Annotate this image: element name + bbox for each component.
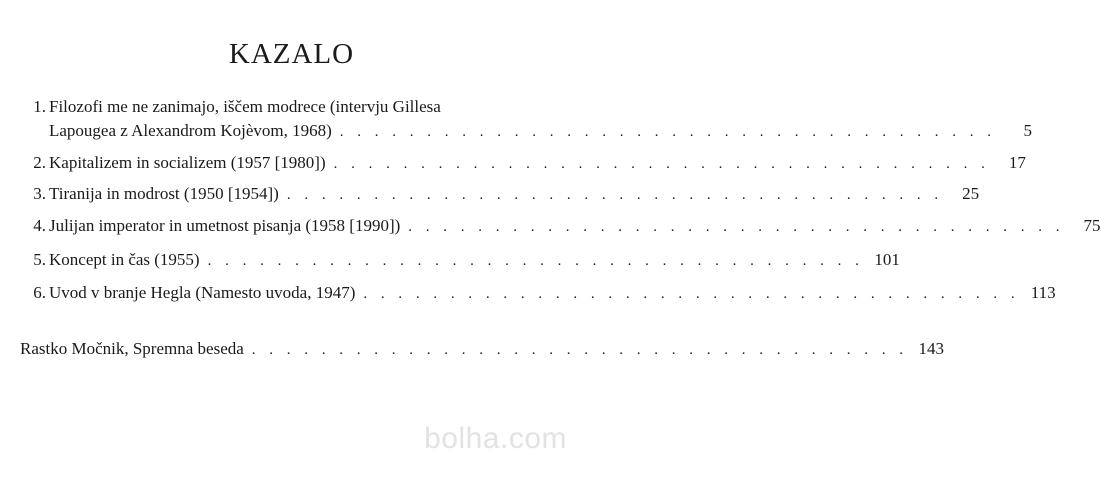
entry-number: 1. — [33, 97, 46, 116]
entry-number: 6. — [33, 283, 46, 302]
page-title: KAZALO — [228, 38, 355, 70]
entry-page-number: 113 — [1030, 283, 1056, 302]
toc-entry — [24, 151, 1026, 176]
dot-leader: . . . . . . . . . . . . . . . . . . . . . . . . . . . . . . . . . . . . . . — [339, 124, 997, 140]
toc-entry — [24, 281, 1056, 306]
entry-page-number: 75 — [1083, 216, 1101, 235]
entry-title: Koncept in čas (1955) — [49, 250, 200, 269]
afterword-page-number: 143 — [918, 339, 945, 358]
dot-leader: . . . . . . . . . . . . . . . . . . . . . . . . . . . . . . . . . . . . . . — [408, 219, 1065, 235]
entry-page-number: 25 — [962, 184, 980, 203]
dot-leader: . . . . . . . . . . . . . . . . . . . . . . . . . . . . . . . . . . . . . . — [286, 187, 944, 203]
entry-title: Filozofi me ne zanimajo, iščem modrece (intervju Gillesa — [49, 97, 441, 116]
watermark: bolha.com — [424, 422, 567, 455]
toc-entry — [24, 95, 1033, 144]
entry-page-number: 5 — [1023, 121, 1033, 140]
toc-entry — [24, 182, 980, 207]
entry-title: Uvod v branje Hegla (Namesto uvoda, 1947) — [49, 283, 356, 302]
entry-title: Kapitalizem in socializem (1957 [1980]) — [49, 153, 326, 172]
toc-entry — [24, 248, 900, 273]
entry-number: 3. — [33, 184, 46, 203]
dot-leader: . . . . . . . . . . . . . . . . . . . . . . . . . . . . . . . . . . . . . . — [333, 156, 990, 172]
dot-leader: . . . . . . . . . . . . . . . . . . . . . . . . . . . . . . . . . . . . . . — [363, 286, 1020, 302]
entry-title: Tiranija in modrost (1950 [1954]) — [49, 184, 279, 203]
entry-title: Julijan imperator in umetnost pisanja (1958 [1990]) — [49, 216, 401, 235]
entry-number: 2. — [33, 153, 46, 172]
entry-title-continued: Lapougea z Alexandrom Kojèvom, 1968) — [49, 121, 332, 140]
entry-page-number: 101 — [874, 250, 900, 269]
toc-entry — [24, 214, 1101, 239]
afterword-title: Rastko Močnik, Spremna beseda — [20, 339, 244, 358]
entry-number: 4. — [33, 216, 46, 235]
dot-leader: . . . . . . . . . . . . . . . . . . . . . . . . . . . . . . . . . . . . . . — [251, 342, 909, 358]
afterword-entry — [20, 337, 945, 362]
entry-page-number: 17 — [1008, 153, 1026, 172]
dot-leader: . . . . . . . . . . . . . . . . . . . . . . . . . . . . . . . . . . . . . . — [207, 253, 864, 269]
entry-number: 5. — [33, 250, 46, 269]
